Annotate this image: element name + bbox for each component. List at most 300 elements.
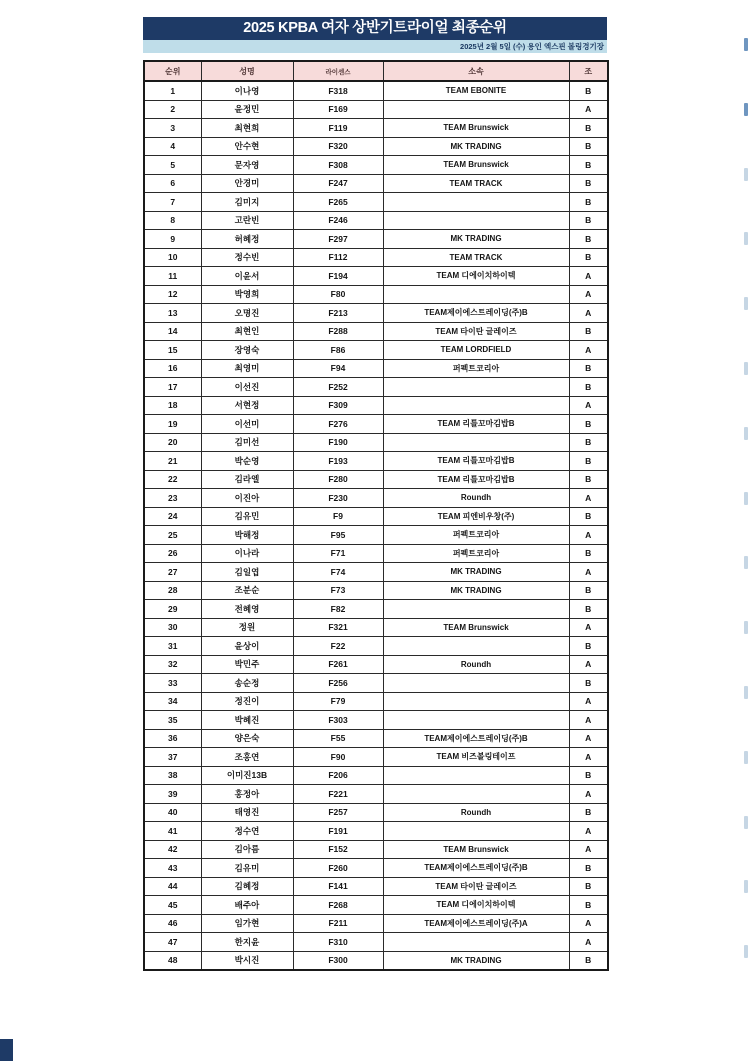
name-cell: 이나영 <box>201 81 293 100</box>
team-cell: MK TRADING <box>383 137 569 156</box>
name-cell: 윤상이 <box>201 637 293 656</box>
license-cell: F321 <box>293 618 383 637</box>
group-cell: B <box>569 378 608 397</box>
rank-cell: 31 <box>144 637 201 656</box>
license-cell: F213 <box>293 304 383 323</box>
rank-cell: 6 <box>144 174 201 193</box>
rank-cell: 17 <box>144 378 201 397</box>
name-cell: 임가현 <box>201 914 293 933</box>
license-cell: F79 <box>293 692 383 711</box>
team-cell <box>383 766 569 785</box>
team-cell: 퍼펙트코리아 <box>383 359 569 378</box>
license-cell: F55 <box>293 729 383 748</box>
group-cell: B <box>569 359 608 378</box>
rank-cell: 25 <box>144 526 201 545</box>
group-cell: B <box>569 248 608 267</box>
name-cell: 김혜정 <box>201 877 293 896</box>
license-cell: F260 <box>293 859 383 878</box>
table-row <box>144 914 608 933</box>
name-cell: 김유민 <box>201 507 293 526</box>
rank-cell: 44 <box>144 877 201 896</box>
group-cell: B <box>569 766 608 785</box>
rank-cell: 37 <box>144 748 201 767</box>
rank-cell: 14 <box>144 322 201 341</box>
group-cell: B <box>569 859 608 878</box>
edge-tick-mark <box>744 103 748 116</box>
rank-cell: 13 <box>144 304 201 323</box>
license-cell: F256 <box>293 674 383 693</box>
license-cell: F80 <box>293 285 383 304</box>
rank-cell: 1 <box>144 81 201 100</box>
license-cell: F318 <box>293 81 383 100</box>
name-cell: 정진이 <box>201 692 293 711</box>
name-cell: 정수빈 <box>201 248 293 267</box>
group-cell: A <box>569 692 608 711</box>
team-cell: TEAM 피엔비우창(주) <box>383 507 569 526</box>
team-cell: TEAM 타이탄 글레이즈 <box>383 322 569 341</box>
name-cell: 박영희 <box>201 285 293 304</box>
name-cell: 정원 <box>201 618 293 637</box>
group-cell: B <box>569 211 608 230</box>
team-cell: TEAM 리틀꼬마김밥B <box>383 452 569 471</box>
team-cell <box>383 378 569 397</box>
team-cell <box>383 433 569 452</box>
rank-cell: 43 <box>144 859 201 878</box>
edge-tick-mark <box>744 556 748 569</box>
team-cell <box>383 711 569 730</box>
team-cell: MK TRADING <box>383 581 569 600</box>
header-team: 소속 <box>383 61 569 81</box>
team-cell: TEAM Brunswick <box>383 156 569 175</box>
name-cell: 홍정아 <box>201 785 293 804</box>
license-cell: F90 <box>293 748 383 767</box>
page-title <box>143 17 607 40</box>
ranking-table <box>143 60 609 971</box>
license-cell: F119 <box>293 119 383 138</box>
team-cell <box>383 933 569 952</box>
table-row <box>144 748 608 767</box>
edge-tick-mark <box>744 816 748 829</box>
group-cell: B <box>569 896 608 915</box>
license-cell: F9 <box>293 507 383 526</box>
license-cell: F82 <box>293 600 383 619</box>
table-row <box>144 211 608 230</box>
group-cell: A <box>569 933 608 952</box>
table-row <box>144 81 608 100</box>
name-cell: 박혜진 <box>201 711 293 730</box>
group-cell: B <box>569 433 608 452</box>
rank-cell: 12 <box>144 285 201 304</box>
table-row <box>144 174 608 193</box>
group-cell: A <box>569 618 608 637</box>
table-row <box>144 896 608 915</box>
team-cell: TEAM제이에스트레이딩(주)B <box>383 859 569 878</box>
table-row <box>144 267 608 286</box>
license-cell: F152 <box>293 840 383 859</box>
license-cell: F252 <box>293 378 383 397</box>
license-cell: F94 <box>293 359 383 378</box>
team-cell: Roundh <box>383 655 569 674</box>
team-cell: TEAM 리틀꼬마김밥B <box>383 470 569 489</box>
license-cell: F257 <box>293 803 383 822</box>
edge-tick-mark <box>744 427 748 440</box>
name-cell: 송순정 <box>201 674 293 693</box>
group-cell: B <box>569 119 608 138</box>
table-row <box>144 359 608 378</box>
team-cell: TEAM제이에스트레이딩(주)B <box>383 304 569 323</box>
table-row <box>144 489 608 508</box>
table-row <box>144 100 608 119</box>
rank-cell: 28 <box>144 581 201 600</box>
license-cell: F190 <box>293 433 383 452</box>
edge-tick-mark <box>744 232 748 245</box>
group-cell: A <box>569 563 608 582</box>
license-cell: F308 <box>293 156 383 175</box>
team-cell: TEAM 디에이치하이텍 <box>383 267 569 286</box>
team-cell: TEAM EBONITE <box>383 81 569 100</box>
rank-cell: 10 <box>144 248 201 267</box>
rank-cell: 24 <box>144 507 201 526</box>
team-cell: TEAM TRACK <box>383 248 569 267</box>
rank-cell: 46 <box>144 914 201 933</box>
name-cell: 이선미 <box>201 415 293 434</box>
name-cell: 전혜영 <box>201 600 293 619</box>
group-cell: B <box>569 193 608 212</box>
group-cell: B <box>569 600 608 619</box>
table-row <box>144 119 608 138</box>
table-row <box>144 729 608 748</box>
name-cell: 박해정 <box>201 526 293 545</box>
group-cell: B <box>569 452 608 471</box>
license-cell: F280 <box>293 470 383 489</box>
group-cell: A <box>569 304 608 323</box>
license-cell: F310 <box>293 933 383 952</box>
team-cell <box>383 637 569 656</box>
team-cell: MK TRADING <box>383 563 569 582</box>
name-cell: 태영진 <box>201 803 293 822</box>
rank-cell: 20 <box>144 433 201 452</box>
team-cell: TEAM Brunswick <box>383 840 569 859</box>
table-row <box>144 563 608 582</box>
group-cell: B <box>569 137 608 156</box>
license-cell: F221 <box>293 785 383 804</box>
team-cell: Roundh <box>383 489 569 508</box>
team-cell <box>383 785 569 804</box>
license-cell: F73 <box>293 581 383 600</box>
rank-cell: 29 <box>144 600 201 619</box>
name-cell: 양은숙 <box>201 729 293 748</box>
team-cell: 퍼펙트코리아 <box>383 544 569 563</box>
rank-cell: 9 <box>144 230 201 249</box>
license-cell: F211 <box>293 914 383 933</box>
team-cell: TEAM 비즈볼링테이프 <box>383 748 569 767</box>
header-name: 성명 <box>201 61 293 81</box>
name-cell: 최영미 <box>201 359 293 378</box>
team-cell: TEAM Brunswick <box>383 119 569 138</box>
name-cell: 서현정 <box>201 396 293 415</box>
table-row <box>144 415 608 434</box>
group-cell: A <box>569 822 608 841</box>
license-cell: F268 <box>293 896 383 915</box>
license-cell: F303 <box>293 711 383 730</box>
rank-cell: 36 <box>144 729 201 748</box>
table-row <box>144 618 608 637</box>
table-row <box>144 433 608 452</box>
group-cell: A <box>569 748 608 767</box>
group-cell: B <box>569 415 608 434</box>
table-row <box>144 285 608 304</box>
name-cell: 이나라 <box>201 544 293 563</box>
name-cell: 김유미 <box>201 859 293 878</box>
name-cell: 최현인 <box>201 322 293 341</box>
license-cell: F320 <box>293 137 383 156</box>
table-row <box>144 692 608 711</box>
rank-cell: 21 <box>144 452 201 471</box>
group-cell: B <box>569 581 608 600</box>
rank-cell: 47 <box>144 933 201 952</box>
team-cell: MK TRADING <box>383 230 569 249</box>
table-row <box>144 507 608 526</box>
edge-tick-mark <box>744 168 748 181</box>
table-row <box>144 637 608 656</box>
header-row <box>144 61 608 81</box>
name-cell: 이선진 <box>201 378 293 397</box>
license-cell: F297 <box>293 230 383 249</box>
edge-tick-mark <box>744 297 748 310</box>
table-row <box>144 933 608 952</box>
table-row <box>144 840 608 859</box>
name-cell: 김일엽 <box>201 563 293 582</box>
rank-cell: 35 <box>144 711 201 730</box>
edge-tick-mark <box>744 362 748 375</box>
group-cell: A <box>569 100 608 119</box>
table-header <box>144 61 608 81</box>
license-cell: F288 <box>293 322 383 341</box>
table-row <box>144 822 608 841</box>
table-row <box>144 378 608 397</box>
license-cell: F86 <box>293 341 383 360</box>
event-date-venue <box>143 40 607 53</box>
team-cell <box>383 674 569 693</box>
table-row <box>144 526 608 545</box>
license-cell: F230 <box>293 489 383 508</box>
table-row <box>144 581 608 600</box>
rank-cell: 33 <box>144 674 201 693</box>
table-row <box>144 193 608 212</box>
name-cell: 최현희 <box>201 119 293 138</box>
table-row <box>144 470 608 489</box>
name-cell: 김아름 <box>201 840 293 859</box>
name-cell: 조분순 <box>201 581 293 600</box>
rank-cell: 42 <box>144 840 201 859</box>
rank-cell: 19 <box>144 415 201 434</box>
name-cell: 오명진 <box>201 304 293 323</box>
group-cell: B <box>569 230 608 249</box>
table-row <box>144 877 608 896</box>
edge-tick-mark <box>744 945 748 958</box>
rank-cell: 41 <box>144 822 201 841</box>
edge-tick-mark <box>744 621 748 634</box>
license-cell: F194 <box>293 267 383 286</box>
table-row <box>144 341 608 360</box>
edge-tick-mark <box>744 492 748 505</box>
table-row <box>144 785 608 804</box>
rank-cell: 38 <box>144 766 201 785</box>
team-cell: TEAM TRACK <box>383 174 569 193</box>
rank-cell: 3 <box>144 119 201 138</box>
group-cell: A <box>569 489 608 508</box>
name-cell: 박순영 <box>201 452 293 471</box>
table-row <box>144 304 608 323</box>
rank-cell: 48 <box>144 951 201 970</box>
table-row <box>144 951 608 970</box>
table-row <box>144 711 608 730</box>
rank-cell: 5 <box>144 156 201 175</box>
group-cell: A <box>569 396 608 415</box>
name-cell: 조홍연 <box>201 748 293 767</box>
license-cell: F95 <box>293 526 383 545</box>
group-cell: B <box>569 877 608 896</box>
rank-cell: 2 <box>144 100 201 119</box>
edge-tick-mark <box>744 38 748 51</box>
team-cell <box>383 822 569 841</box>
team-cell: TEAM Brunswick <box>383 618 569 637</box>
rank-cell: 23 <box>144 489 201 508</box>
rank-cell: 45 <box>144 896 201 915</box>
group-cell: A <box>569 267 608 286</box>
license-cell: F265 <box>293 193 383 212</box>
group-cell: A <box>569 785 608 804</box>
team-cell: TEAM 리틀꼬마김밥B <box>383 415 569 434</box>
page-title-text: 2025 KPBA 여자 상반기트라이얼 최종순위 <box>243 20 507 36</box>
team-cell <box>383 396 569 415</box>
name-cell: 한지윤 <box>201 933 293 952</box>
group-cell: B <box>569 951 608 970</box>
rank-cell: 11 <box>144 267 201 286</box>
name-cell: 고란빈 <box>201 211 293 230</box>
team-cell: TEAM LORDFIELD <box>383 341 569 360</box>
license-cell: F206 <box>293 766 383 785</box>
group-cell: A <box>569 729 608 748</box>
license-cell: F74 <box>293 563 383 582</box>
event-date-venue-text: 2025년 2월 5일 (수) 용인 엑스핀 볼링경기장 <box>460 42 604 51</box>
table-row <box>144 452 608 471</box>
group-cell: B <box>569 637 608 656</box>
group-cell: A <box>569 341 608 360</box>
name-cell: 정수연 <box>201 822 293 841</box>
team-cell: TEAM제이에스트레이딩(주)A <box>383 914 569 933</box>
bottom-left-corner-block <box>0 1039 13 1061</box>
name-cell: 박시진 <box>201 951 293 970</box>
edge-tick-mark <box>744 880 748 893</box>
rank-cell: 15 <box>144 341 201 360</box>
group-cell: B <box>569 674 608 693</box>
name-cell: 이미진13B <box>201 766 293 785</box>
license-cell: F193 <box>293 452 383 471</box>
license-cell: F169 <box>293 100 383 119</box>
table-row <box>144 137 608 156</box>
table-row <box>144 396 608 415</box>
name-cell: 장영숙 <box>201 341 293 360</box>
group-cell: B <box>569 174 608 193</box>
group-cell: B <box>569 803 608 822</box>
table-row <box>144 674 608 693</box>
group-cell: A <box>569 914 608 933</box>
table-row <box>144 544 608 563</box>
license-cell: F247 <box>293 174 383 193</box>
group-cell: B <box>569 544 608 563</box>
license-cell: F246 <box>293 211 383 230</box>
team-cell: Roundh <box>383 803 569 822</box>
rank-cell: 26 <box>144 544 201 563</box>
group-cell: A <box>569 711 608 730</box>
name-cell: 안수현 <box>201 137 293 156</box>
name-cell: 허혜정 <box>201 230 293 249</box>
group-cell: B <box>569 156 608 175</box>
rank-cell: 18 <box>144 396 201 415</box>
name-cell: 윤정민 <box>201 100 293 119</box>
license-cell: F22 <box>293 637 383 656</box>
rank-cell: 7 <box>144 193 201 212</box>
team-cell <box>383 211 569 230</box>
name-cell: 김미선 <box>201 433 293 452</box>
table-row <box>144 859 608 878</box>
name-cell: 박민주 <box>201 655 293 674</box>
name-cell: 이진아 <box>201 489 293 508</box>
team-cell: TEAM제이에스트레이딩(주)B <box>383 729 569 748</box>
rank-cell: 16 <box>144 359 201 378</box>
team-cell: TEAM 디에이치하이텍 <box>383 896 569 915</box>
rank-cell: 30 <box>144 618 201 637</box>
table-row <box>144 248 608 267</box>
team-cell <box>383 600 569 619</box>
name-cell: 김미지 <box>201 193 293 212</box>
edge-tick-mark <box>744 686 748 699</box>
header-group: 조 <box>569 61 608 81</box>
license-cell: F300 <box>293 951 383 970</box>
table-row <box>144 803 608 822</box>
rank-cell: 8 <box>144 211 201 230</box>
name-cell: 김라엘 <box>201 470 293 489</box>
team-cell <box>383 285 569 304</box>
ranking-sheet <box>143 17 607 971</box>
team-cell: 퍼펙트코리아 <box>383 526 569 545</box>
license-cell: F141 <box>293 877 383 896</box>
table-row <box>144 322 608 341</box>
group-cell: B <box>569 470 608 489</box>
team-cell: MK TRADING <box>383 951 569 970</box>
name-cell: 안경미 <box>201 174 293 193</box>
license-cell: F71 <box>293 544 383 563</box>
team-cell <box>383 193 569 212</box>
rank-cell: 39 <box>144 785 201 804</box>
team-cell <box>383 692 569 711</box>
rank-cell: 22 <box>144 470 201 489</box>
group-cell: B <box>569 81 608 100</box>
group-cell: B <box>569 322 608 341</box>
table-body <box>144 81 608 970</box>
rank-cell: 4 <box>144 137 201 156</box>
license-cell: F191 <box>293 822 383 841</box>
team-cell <box>383 100 569 119</box>
group-cell: A <box>569 285 608 304</box>
header-license: 라이센스 <box>293 61 383 81</box>
license-cell: F276 <box>293 415 383 434</box>
name-cell: 문자영 <box>201 156 293 175</box>
license-cell: F309 <box>293 396 383 415</box>
group-cell: A <box>569 655 608 674</box>
edge-tick-mark <box>744 751 748 764</box>
